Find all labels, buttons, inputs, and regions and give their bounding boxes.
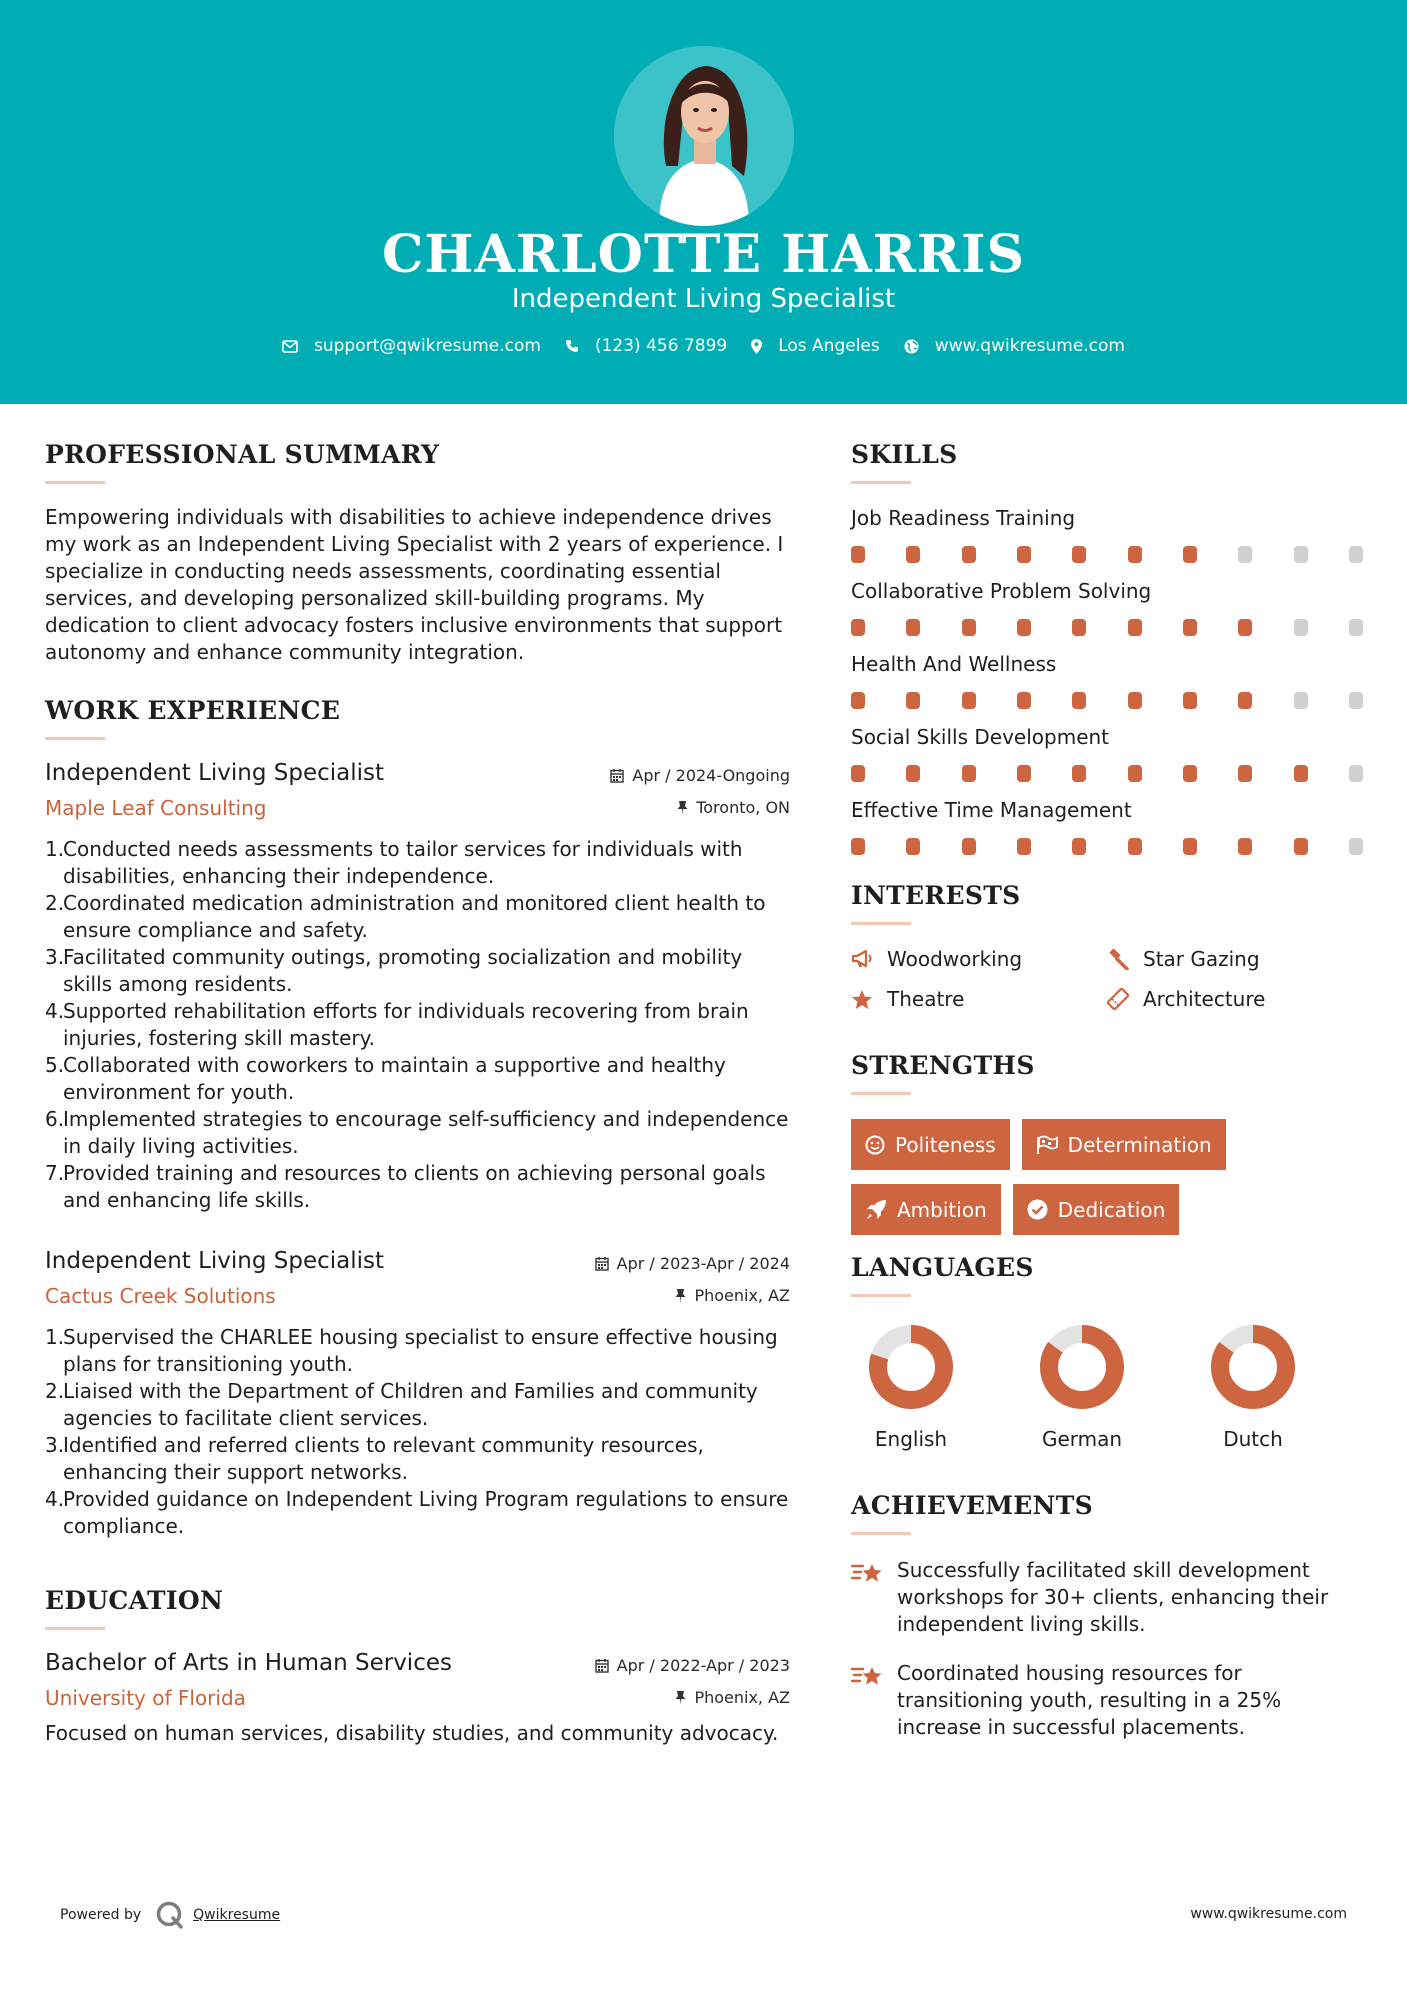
interest-label: Woodworking xyxy=(887,947,1023,971)
calendar-icon xyxy=(610,768,624,783)
strength-tag xyxy=(851,1119,1010,1170)
job-location xyxy=(677,798,790,817)
list-item: Supported rehabilitation efforts for individuals recovering from brain injuries, fostering skill mastery. xyxy=(63,999,749,1050)
strengths-section xyxy=(851,1051,1371,1235)
skill-label: Collaborative Problem Solving xyxy=(851,579,1152,603)
skill-dot-filled xyxy=(851,546,865,563)
school-name: University of Florida xyxy=(45,1686,246,1710)
languages-list xyxy=(851,1323,1371,1451)
language-item xyxy=(1193,1323,1364,1451)
skill-dot-filled xyxy=(1183,692,1197,709)
interests-section xyxy=(851,881,1371,1011)
right-column xyxy=(851,440,1371,1741)
job-location-text: Toronto, ON xyxy=(696,798,790,817)
skill-dot-filled xyxy=(1072,546,1086,563)
strength-label: Politeness xyxy=(895,1132,996,1157)
strength-tag xyxy=(1022,1119,1226,1170)
tag-row xyxy=(851,1184,1371,1235)
skill-dot-filled xyxy=(1183,619,1197,636)
education-location-text: Phoenix, AZ xyxy=(694,1688,790,1707)
skill-dot-filled xyxy=(1128,838,1142,855)
skill-dot-filled xyxy=(1072,765,1086,782)
skill-dot-filled xyxy=(851,619,865,636)
list-item: Liaised with the Department of Children and Families and community agencies to facilitate client services. xyxy=(63,1379,758,1430)
summary-text: Empowering individuals with disabilities to achieve independence drives my work as an Independent Living Specialist with 2 years of experience. I specialize in conducting needs assessments, coordinating essential services, and developing personalized skill-building programs. My dedication to client advocacy fosters inclusive environments that support autonomy and enhance community integration. xyxy=(45,505,784,664)
list-item: Coordinated medication administration and monitored client health to ensure compliance and safety. xyxy=(63,891,766,942)
achievement-text: Successfully facilitated skill development workshops for 30+ clients, enhancing their independent living skills. xyxy=(897,1558,1329,1636)
list-item: Collaborated with coworkers to maintain a supportive and healthy environment for youth. xyxy=(63,1053,726,1104)
skill-dot-filled xyxy=(1183,838,1197,855)
skill-item xyxy=(851,798,1371,855)
skill-rating xyxy=(851,619,1363,636)
contact-email-text: support@qwikresume.com xyxy=(314,336,541,356)
education-section xyxy=(45,1586,790,1747)
ticket-icon xyxy=(1107,988,1129,1010)
interest-item xyxy=(851,987,1107,1011)
language-donut xyxy=(867,1323,955,1411)
candidate-name: CHARLOTTE HARRIS xyxy=(382,224,1025,285)
list-item: Provided guidance on Independent Living Program regulations to ensure compliance. xyxy=(63,1487,789,1538)
interest-label: Architecture xyxy=(1143,987,1266,1011)
skill-dot-filled xyxy=(962,765,976,782)
skills-section xyxy=(851,440,1371,855)
education-description: Focused on human services, disability studies, and community advocacy. xyxy=(45,1721,779,1745)
gavel-icon xyxy=(1107,948,1129,970)
skill-rating xyxy=(851,692,1363,709)
achievement-text: Coordinated housing resources for transitioning youth, resulting in a 25% increase in successful placements. xyxy=(897,1661,1282,1739)
skill-dot-filled xyxy=(1017,546,1031,563)
globe-icon xyxy=(904,339,919,354)
phone-icon xyxy=(565,339,579,353)
strength-tag xyxy=(851,1184,1001,1235)
skill-dot-filled xyxy=(1294,765,1308,782)
skill-item xyxy=(851,506,1371,563)
education-heading: EDUCATION xyxy=(45,1586,224,1615)
language-label: English xyxy=(874,1427,948,1451)
contact-website[interactable] xyxy=(904,336,1125,356)
shooting-star-icon xyxy=(851,1559,885,1587)
skill-rating xyxy=(851,546,1363,563)
section-divider xyxy=(851,1532,911,1535)
skill-dot-filled xyxy=(1238,619,1252,636)
skill-label: Health And Wellness xyxy=(851,652,1057,676)
skill-dot-empty xyxy=(1349,765,1363,782)
skill-dot-empty xyxy=(1294,546,1308,563)
skill-dot-filled xyxy=(1072,692,1086,709)
powered-by-text: Powered by xyxy=(60,1907,142,1923)
skill-dot-empty xyxy=(1349,838,1363,855)
skill-dot-filled xyxy=(1128,546,1142,563)
skill-dot-filled xyxy=(1294,838,1308,855)
job-company: Cactus Creek Solutions xyxy=(45,1284,276,1308)
list-item: Supervised the CHARLEE housing specialist to ensure effective housing plans for transitioning youth. xyxy=(63,1325,778,1376)
resume-header xyxy=(0,0,1407,404)
skill-dot-empty xyxy=(1238,546,1252,563)
language-label: German xyxy=(1041,1427,1123,1451)
skill-dot-filled xyxy=(851,765,865,782)
strength-label: Ambition xyxy=(897,1197,987,1222)
skill-dot-filled xyxy=(1238,838,1252,855)
job-dates xyxy=(595,1254,790,1273)
skill-dot-filled xyxy=(1017,838,1031,855)
skill-dot-filled xyxy=(962,692,976,709)
contact-location xyxy=(751,336,880,356)
interests-list xyxy=(851,947,1371,1011)
education-dates xyxy=(595,1656,790,1675)
map-marker-icon xyxy=(751,339,762,354)
interests-heading: INTERESTS xyxy=(851,881,1021,910)
job-title: Independent Living Specialist xyxy=(45,1248,385,1274)
interest-item xyxy=(1107,987,1363,1011)
language-donut xyxy=(1038,1323,1126,1411)
envelope-icon xyxy=(282,340,298,353)
skill-dot-filled xyxy=(1072,619,1086,636)
footer-powered-by xyxy=(60,1900,280,1930)
skill-dot-filled xyxy=(1128,765,1142,782)
qwikresume-logo-icon xyxy=(155,1900,185,1930)
job-location xyxy=(675,1286,790,1305)
skill-dot-filled xyxy=(1017,619,1031,636)
check-circle-icon xyxy=(1027,1199,1048,1220)
summary-heading: PROFESSIONAL SUMMARY xyxy=(45,440,440,469)
experience-heading: WORK EXPERIENCE xyxy=(45,696,341,725)
tag-row xyxy=(851,1119,1371,1170)
contact-email[interactable] xyxy=(282,336,541,356)
education-entry xyxy=(45,1650,790,1747)
language-item xyxy=(1022,1323,1193,1451)
job-location-text: Phoenix, AZ xyxy=(694,1286,790,1305)
strengths-tags xyxy=(851,1119,1371,1235)
skill-dot-filled xyxy=(1072,838,1086,855)
strength-tag xyxy=(1013,1184,1180,1235)
list-item: Identified and referred clients to relevant community resources, enhancing their support networks. xyxy=(63,1433,704,1484)
skill-dot-filled xyxy=(906,838,920,855)
education-dates-text: Apr / 2022-Apr / 2023 xyxy=(616,1656,790,1675)
summary-section xyxy=(45,440,790,666)
contact-phone[interactable] xyxy=(565,336,727,356)
interest-item xyxy=(1107,947,1363,971)
smile-icon xyxy=(865,1135,885,1155)
strength-label: Determination xyxy=(1067,1132,1212,1157)
interest-label: Star Gazing xyxy=(1143,947,1260,971)
job-entry-2 xyxy=(45,1248,790,1540)
left-column xyxy=(45,440,790,1747)
skills-list xyxy=(851,506,1371,855)
shooting-star-icon xyxy=(851,1662,885,1690)
achievement-item xyxy=(851,1557,1371,1638)
achievements-section xyxy=(851,1491,1371,1741)
pushpin-icon xyxy=(675,1288,686,1303)
profile-photo xyxy=(614,46,794,226)
interest-label: Theatre xyxy=(887,987,965,1011)
language-item xyxy=(851,1323,1022,1451)
skill-label: Social Skills Development xyxy=(851,725,1110,749)
contact-phone-text: (123) 456 7899 xyxy=(594,336,728,356)
rocket-icon xyxy=(865,1199,887,1221)
skill-dot-filled xyxy=(1183,765,1197,782)
list-item: Facilitated community outings, promoting socialization and mobility skills among residents. xyxy=(63,945,743,996)
skill-dot-empty xyxy=(1294,692,1308,709)
skill-item xyxy=(851,652,1371,709)
contact-bar xyxy=(0,336,1407,356)
skill-dot-filled xyxy=(1128,619,1142,636)
skill-dot-filled xyxy=(906,765,920,782)
pushpin-icon xyxy=(677,800,688,815)
job-company: Maple Leaf Consulting xyxy=(45,796,267,820)
skill-rating xyxy=(851,838,1363,855)
language-donut xyxy=(1209,1323,1297,1411)
section-divider xyxy=(851,1294,911,1297)
skill-dot-filled xyxy=(1183,546,1197,563)
skill-rating xyxy=(851,765,1363,782)
skill-dot-filled xyxy=(1238,765,1252,782)
job-title: Independent Living Specialist xyxy=(45,760,385,786)
skill-item xyxy=(851,579,1371,636)
flag-icon xyxy=(1036,1135,1058,1155)
job-dates xyxy=(610,766,790,785)
qwikresume-link[interactable]: Qwikresume xyxy=(193,1907,281,1923)
section-divider xyxy=(851,922,911,925)
strength-label: Dedication xyxy=(1057,1197,1166,1222)
skill-dot-empty xyxy=(1349,619,1363,636)
calendar-icon xyxy=(595,1658,609,1673)
skill-dot-empty xyxy=(1349,692,1363,709)
degree-title: Bachelor of Arts in Human Services xyxy=(45,1650,452,1676)
skill-dot-filled xyxy=(962,838,976,855)
skill-dot-filled xyxy=(851,692,865,709)
footer-website[interactable]: www.qwikresume.com xyxy=(1190,1906,1347,1922)
skill-dot-filled xyxy=(906,692,920,709)
megaphone-icon xyxy=(851,949,873,969)
skill-dot-filled xyxy=(962,619,976,636)
job-entry-1 xyxy=(45,760,790,1214)
languages-heading: LANGUAGES xyxy=(851,1253,1034,1282)
skill-label: Job Readiness Training xyxy=(851,506,1076,530)
skill-dot-filled xyxy=(906,619,920,636)
section-divider xyxy=(851,481,911,484)
calendar-icon xyxy=(595,1256,609,1271)
section-divider xyxy=(45,1627,105,1630)
section-divider xyxy=(851,1092,911,1095)
skill-dot-filled xyxy=(851,838,865,855)
achievements-heading: ACHIEVEMENTS xyxy=(851,1491,1093,1520)
job-dates-text: Apr / 2023-Apr / 2024 xyxy=(616,1254,790,1273)
job-bullets xyxy=(45,836,790,1214)
list-item: Provided training and resources to clients on achieving personal goals and enhancing life skills. xyxy=(63,1161,766,1212)
section-divider xyxy=(45,737,105,740)
skill-dot-filled xyxy=(1128,692,1142,709)
contact-website-text: www.qwikresume.com xyxy=(934,336,1125,356)
skill-dot-empty xyxy=(1349,546,1363,563)
job-bullets xyxy=(45,1324,790,1540)
achievement-item xyxy=(851,1660,1371,1741)
list-item: Implemented strategies to encourage self-sufficiency and independence in daily living activities. xyxy=(63,1107,789,1158)
language-label: Dutch xyxy=(1223,1427,1283,1451)
candidate-role: Independent Living Specialist xyxy=(511,284,896,314)
achievements-list xyxy=(851,1557,1371,1741)
skill-dot-empty xyxy=(1294,619,1308,636)
pushpin-icon xyxy=(675,1690,686,1705)
skill-dot-filled xyxy=(906,546,920,563)
list-item: Conducted needs assessments to tailor services for individuals with disabilities, enhancing their independence. xyxy=(63,837,743,888)
interest-item xyxy=(851,947,1107,971)
skills-heading: SKILLS xyxy=(851,440,958,469)
languages-section xyxy=(851,1253,1371,1451)
section-divider xyxy=(45,481,105,484)
contact-location-text: Los Angeles xyxy=(778,336,880,356)
skill-dot-filled xyxy=(1017,765,1031,782)
strengths-heading: STRENGTHS xyxy=(851,1051,1035,1080)
star-icon xyxy=(851,989,873,1010)
job-dates-text: Apr / 2024-Ongoing xyxy=(632,766,790,785)
skill-item xyxy=(851,725,1371,782)
skill-label: Effective Time Management xyxy=(851,798,1132,822)
skill-dot-filled xyxy=(962,546,976,563)
skill-dot-filled xyxy=(1238,692,1252,709)
experience-section xyxy=(45,696,790,1540)
education-location xyxy=(675,1688,790,1707)
skill-dot-filled xyxy=(1017,692,1031,709)
